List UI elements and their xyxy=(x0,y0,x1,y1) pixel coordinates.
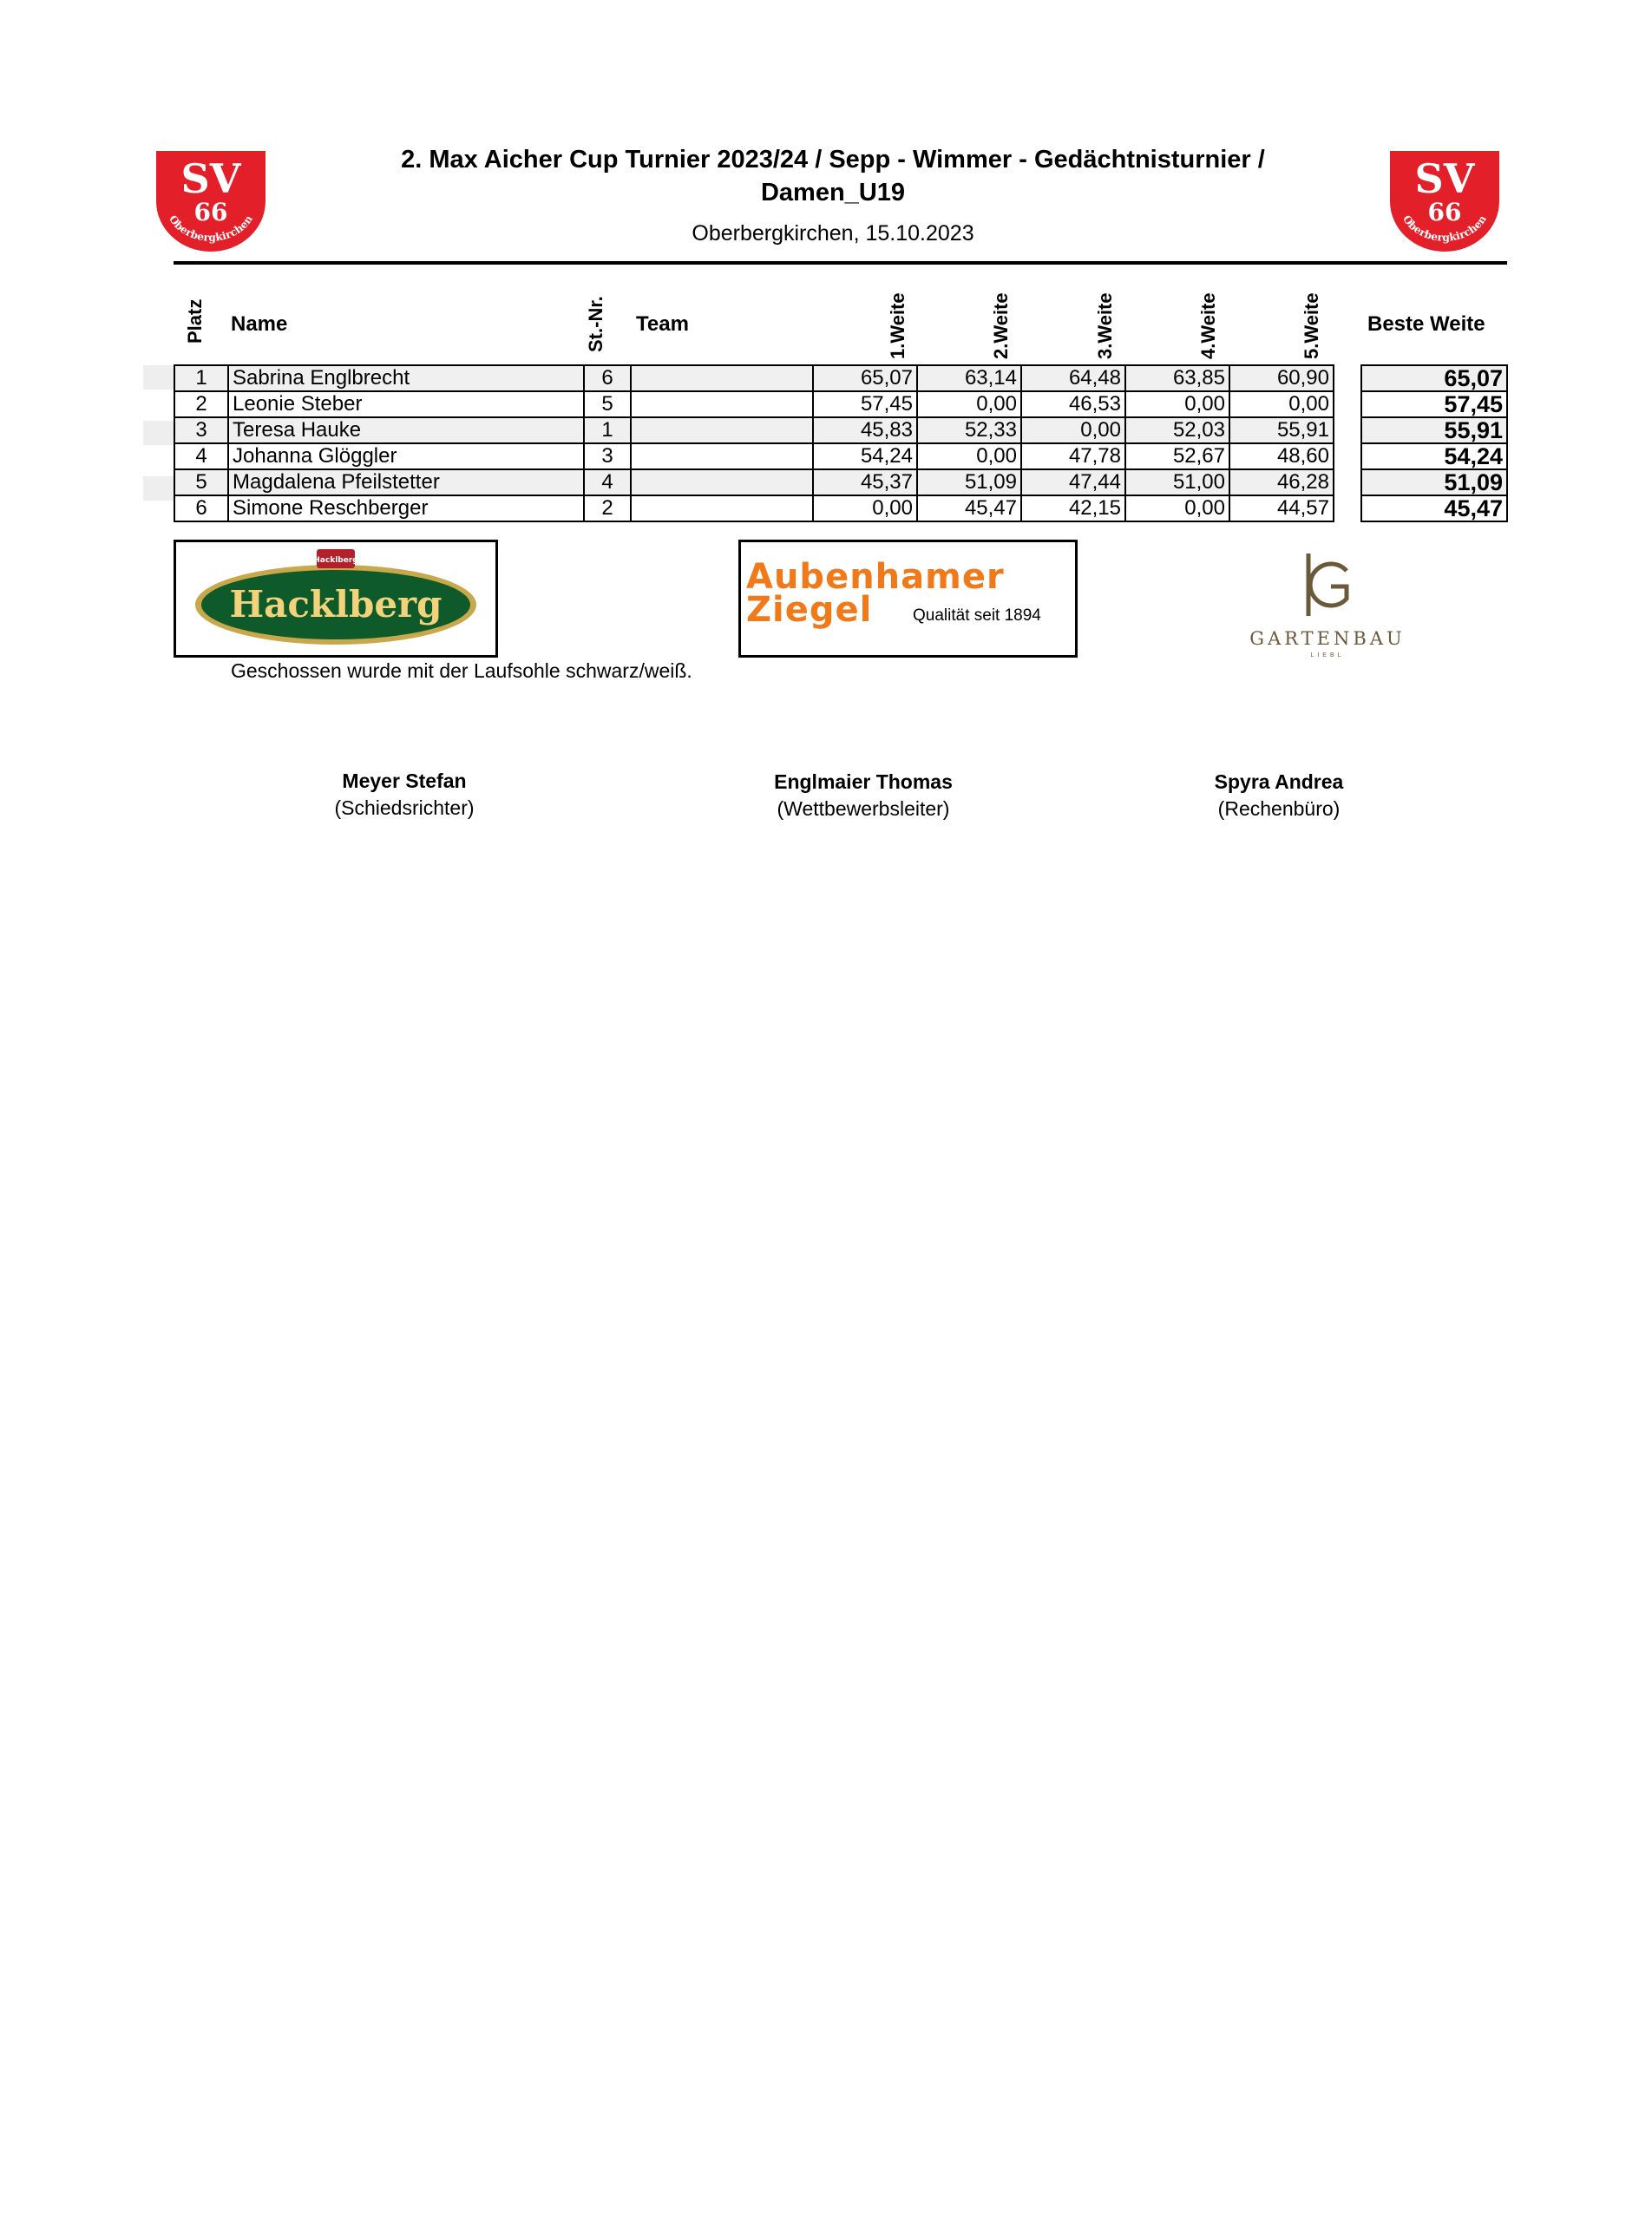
cell-name: Simone Reschberger xyxy=(228,495,584,521)
cell-w5: 55,91 xyxy=(1229,417,1334,443)
hacklberg-logo xyxy=(176,542,495,655)
col-header-platz: Platz xyxy=(184,298,206,344)
cell-w5: 60,90 xyxy=(1229,365,1334,391)
cell-team xyxy=(631,417,813,443)
cell-gap xyxy=(1334,443,1361,469)
svg-text:Oberbergkirchen: Oberbergkirchen xyxy=(167,213,255,244)
col-header-team: Team xyxy=(636,312,689,336)
cell-best: 54,24 xyxy=(1361,443,1507,469)
cell-w2: 51,09 xyxy=(917,469,1021,495)
cell-w4: 0,00 xyxy=(1125,391,1229,417)
cell-w2: 0,00 xyxy=(917,443,1021,469)
cell-stnr: 4 xyxy=(584,469,631,495)
cell-w2: 52,33 xyxy=(917,417,1021,443)
club-logo-left xyxy=(154,149,267,253)
sponsor-gartenbau xyxy=(1241,548,1414,670)
club-logo-right xyxy=(1388,149,1501,253)
cell-team xyxy=(631,391,813,417)
header-divider xyxy=(174,261,1507,265)
cell-best: 51,09 xyxy=(1361,469,1507,495)
cell-gap xyxy=(1334,365,1361,391)
table-row xyxy=(174,391,1507,417)
cell-platz: 4 xyxy=(174,443,228,469)
col-header-name: Name xyxy=(231,312,288,336)
cell-w3: 64,48 xyxy=(1021,365,1125,391)
cell-w3: 46,53 xyxy=(1021,391,1125,417)
cell-w4: 0,00 xyxy=(1125,495,1229,521)
cell-team xyxy=(631,469,813,495)
cell-w3: 47,78 xyxy=(1021,443,1125,469)
signature-role: (Wettbewerbsleiter) xyxy=(777,797,950,820)
col-header-w4: 4.Weite xyxy=(1197,292,1219,359)
cell-stnr: 6 xyxy=(584,365,631,391)
cell-platz: 6 xyxy=(174,495,228,521)
cell-platz: 3 xyxy=(174,417,228,443)
col-header-best: Beste Weite xyxy=(1367,312,1485,336)
cell-w1: 45,83 xyxy=(813,417,917,443)
col-header-w5: 5.Weite xyxy=(1301,292,1322,359)
row-shade-mark xyxy=(143,421,174,445)
cell-best: 65,07 xyxy=(1361,365,1507,391)
cell-name: Teresa Hauke xyxy=(228,417,584,443)
cell-w4: 51,00 xyxy=(1125,469,1229,495)
cell-w4: 52,67 xyxy=(1125,443,1229,469)
cell-platz: 1 xyxy=(174,365,228,391)
title-line-2: Damen_U19 xyxy=(760,179,906,206)
cell-gap xyxy=(1334,469,1361,495)
cell-stnr: 2 xyxy=(584,495,631,521)
signature-competition-lead xyxy=(690,770,1037,821)
cell-team xyxy=(631,443,813,469)
aubenhamer-tagline: Qualität seit 1894 xyxy=(913,606,1041,625)
table-row xyxy=(174,443,1507,469)
footnote: Geschossen wurde mit der Laufsohle schwarz/weiß. xyxy=(231,659,692,682)
col-header-w3: 3.Weite xyxy=(1094,292,1116,359)
row-shade-mark xyxy=(143,476,174,501)
cell-platz: 5 xyxy=(174,469,228,495)
gartenbau-logo-mark xyxy=(1296,548,1359,621)
cell-name: Magdalena Pfeilstetter xyxy=(228,469,584,495)
svg-text:SV: SV xyxy=(180,155,241,202)
col-header-w1: 1.Weite xyxy=(887,292,908,359)
cell-gap xyxy=(1334,495,1361,521)
cell-gap xyxy=(1334,417,1361,443)
cell-name: Johanna Glöggler xyxy=(228,443,584,469)
cell-w2: 45,47 xyxy=(917,495,1021,521)
cell-w5: 0,00 xyxy=(1229,391,1334,417)
cell-w5: 44,57 xyxy=(1229,495,1334,521)
cell-w5: 46,28 xyxy=(1229,469,1334,495)
signature-name: Englmaier Thomas xyxy=(774,770,953,793)
cell-w4: 52,03 xyxy=(1125,417,1229,443)
sponsor-aubenhamer xyxy=(738,540,1078,658)
sponsor-hacklberg xyxy=(174,540,498,658)
cell-best: 57,45 xyxy=(1361,391,1507,417)
page-title xyxy=(312,143,1354,209)
cell-w1: 54,24 xyxy=(813,443,917,469)
cell-stnr: 1 xyxy=(584,417,631,443)
aubenhamer-line2: Ziegel xyxy=(746,590,873,630)
svg-text:Hacklberg: Hacklberg xyxy=(229,583,442,626)
results-table xyxy=(174,364,1508,522)
table-row xyxy=(174,469,1507,495)
col-header-stnr: St.-Nr. xyxy=(585,296,606,352)
cell-name: Sabrina Englbrecht xyxy=(228,365,584,391)
cell-w1: 45,37 xyxy=(813,469,917,495)
cell-w3: 42,15 xyxy=(1021,495,1125,521)
signature-role: (Schiedsrichter) xyxy=(334,796,475,819)
cell-best: 45,47 xyxy=(1361,495,1507,521)
svg-text:66: 66 xyxy=(193,198,228,226)
table-row xyxy=(174,495,1507,521)
cell-best: 55,91 xyxy=(1361,417,1507,443)
cell-w2: 0,00 xyxy=(917,391,1021,417)
title-line-1: 2. Max Aicher Cup Turnier 2023/24 / Sepp - Wimmer - Gedächtnisturnier / xyxy=(401,146,1265,174)
signature-computing-office xyxy=(1105,770,1452,821)
cell-w3: 47,44 xyxy=(1021,469,1125,495)
cell-team xyxy=(631,365,813,391)
signature-referee xyxy=(231,770,578,820)
svg-text:Hacklberg: Hacklberg xyxy=(313,556,358,565)
row-shade-mark xyxy=(143,365,174,390)
cell-name: Leonie Steber xyxy=(228,391,584,417)
cell-w2: 63,14 xyxy=(917,365,1021,391)
signature-role: (Rechenbüro) xyxy=(1217,797,1341,820)
col-header-w2: 2.Weite xyxy=(990,292,1012,359)
cell-gap xyxy=(1334,391,1361,417)
cell-platz: 2 xyxy=(174,391,228,417)
cell-w5: 48,60 xyxy=(1229,443,1334,469)
table-row xyxy=(174,365,1507,391)
aubenhamer-line1: Aubenhamer xyxy=(746,557,1005,597)
signature-name: Spyra Andrea xyxy=(1214,770,1344,793)
svg-text:SV: SV xyxy=(1414,155,1475,202)
cell-w3: 0,00 xyxy=(1021,417,1125,443)
cell-stnr: 5 xyxy=(584,391,631,417)
cell-w1: 0,00 xyxy=(813,495,917,521)
cell-stnr: 3 xyxy=(584,443,631,469)
page-subtitle: Oberbergkirchen, 15.10.2023 xyxy=(692,221,974,246)
gartenbau-sub: LIEBL xyxy=(1310,652,1345,658)
cell-w1: 57,45 xyxy=(813,391,917,417)
gartenbau-name: GARTENBAU xyxy=(1249,628,1406,649)
svg-text:Oberbergkirchen: Oberbergkirchen xyxy=(1400,213,1489,244)
table-row xyxy=(174,417,1507,443)
svg-text:66: 66 xyxy=(1427,198,1462,226)
signature-name: Meyer Stefan xyxy=(342,770,467,792)
cell-w4: 63,85 xyxy=(1125,365,1229,391)
cell-w1: 65,07 xyxy=(813,365,917,391)
cell-team xyxy=(631,495,813,521)
